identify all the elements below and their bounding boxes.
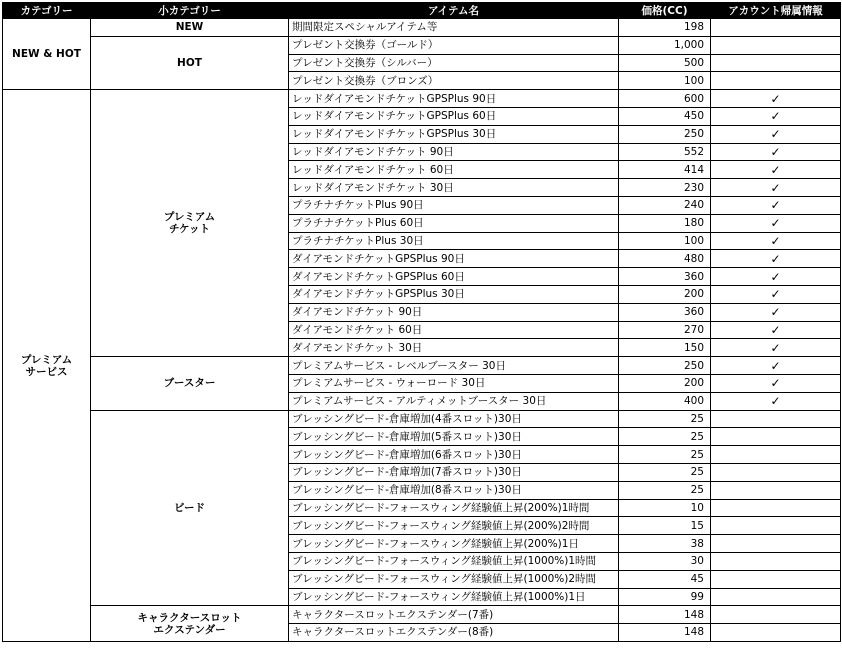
price-cell: 600	[619, 90, 711, 108]
price-cell: 25	[619, 428, 711, 446]
price-cell: 400	[619, 392, 711, 410]
price-cell: 25	[619, 446, 711, 464]
subcategory-cell: ビード	[91, 410, 289, 606]
account-binding-cell	[711, 125, 841, 143]
subcategory-cell: ブースター	[91, 357, 289, 410]
price-cell: 250	[619, 357, 711, 375]
account-binding-cell	[711, 624, 841, 642]
item-name-cell: ダイアモンドチケット 90日	[289, 303, 619, 321]
price-cell: 200	[619, 285, 711, 303]
price-cell: 250	[619, 125, 711, 143]
check-icon: ✓	[770, 127, 781, 142]
account-binding-cell	[711, 19, 841, 37]
account-binding-cell	[711, 90, 841, 108]
account-binding-cell	[711, 499, 841, 517]
item-name-cell: プラチナチケットPlus 60日	[289, 214, 619, 232]
account-binding-cell	[711, 446, 841, 464]
price-cell: 15	[619, 517, 711, 535]
check-icon: ✓	[770, 233, 781, 248]
item-name-cell: レッドダイアモンドチケットGPSPlus 60日	[289, 107, 619, 125]
account-binding-cell	[711, 339, 841, 357]
subcategory-cell: プレミアム チケット	[91, 90, 289, 357]
header-row	[3, 3, 841, 19]
account-binding-cell	[711, 250, 841, 268]
price-cell: 198	[619, 19, 711, 37]
account-binding-cell	[711, 357, 841, 375]
account-binding-cell	[711, 374, 841, 392]
account-binding-cell	[711, 535, 841, 553]
item-name-cell: プレゼント交換券（シルバー）	[289, 54, 619, 72]
price-table	[2, 2, 841, 642]
price-cell: 150	[619, 339, 711, 357]
account-binding-cell	[711, 268, 841, 286]
item-name-cell: プレゼント交換券（ゴールド）	[289, 36, 619, 54]
header-subcategory: 小カテゴリー	[91, 3, 289, 19]
price-cell: 480	[619, 250, 711, 268]
account-binding-cell	[711, 54, 841, 72]
check-icon: ✓	[770, 251, 781, 266]
item-name-cell: ダイアモンドチケットGPSPlus 30日	[289, 285, 619, 303]
account-binding-cell	[711, 570, 841, 588]
header-category: カテゴリー	[3, 3, 91, 19]
price-cell: 450	[619, 107, 711, 125]
account-binding-cell	[711, 107, 841, 125]
account-binding-cell	[711, 552, 841, 570]
item-name-cell: ブレッシングビード-フォースウィング経験値上昇(1000%)1時間	[289, 552, 619, 570]
item-name-cell: ブレッシングビード-倉庫増加(7番スロット)30日	[289, 463, 619, 481]
price-cell: 1,000	[619, 36, 711, 54]
item-name-cell: レッドダイアモンドチケット 60日	[289, 161, 619, 179]
account-binding-cell	[711, 196, 841, 214]
item-name-cell: 期間限定スペシャルアイテム等	[289, 19, 619, 37]
check-icon: ✓	[770, 198, 781, 213]
price-cell: 148	[619, 624, 711, 642]
account-binding-cell	[711, 143, 841, 161]
category-cell: NEW & HOT	[3, 19, 91, 90]
price-cell: 45	[619, 570, 711, 588]
subcategory-cell: キャラクタースロット エクステンダー	[91, 606, 289, 642]
account-binding-cell	[711, 606, 841, 624]
table-row	[3, 410, 841, 428]
price-cell: 30	[619, 552, 711, 570]
account-binding-cell	[711, 72, 841, 90]
item-name-cell: レッドダイアモンドチケット 30日	[289, 179, 619, 197]
account-binding-cell	[711, 214, 841, 232]
account-binding-cell	[711, 36, 841, 54]
check-icon: ✓	[770, 394, 781, 409]
header-account-binding: アカウント帰属情報	[711, 3, 841, 19]
item-name-cell: プレミアムサービス - ウォーロード 30日	[289, 374, 619, 392]
price-cell: 25	[619, 410, 711, 428]
check-icon: ✓	[770, 162, 781, 177]
price-cell: 180	[619, 214, 711, 232]
account-binding-cell	[711, 285, 841, 303]
check-icon: ✓	[770, 109, 781, 124]
item-name-cell: ブレッシングビード-フォースウィング経験値上昇(200%)1日	[289, 535, 619, 553]
price-cell: 25	[619, 463, 711, 481]
account-binding-cell	[711, 232, 841, 250]
check-icon: ✓	[770, 376, 781, 391]
check-icon: ✓	[770, 216, 781, 231]
price-cell: 25	[619, 481, 711, 499]
check-icon: ✓	[770, 91, 781, 106]
item-name-cell: レッドダイアモンドチケット 90日	[289, 143, 619, 161]
table-row	[3, 357, 841, 375]
item-name-cell: ブレッシングビード-フォースウィング経験値上昇(1000%)1日	[289, 588, 619, 606]
check-icon: ✓	[770, 340, 781, 355]
header-price: 価格(CC)	[619, 3, 711, 19]
price-cell: 360	[619, 268, 711, 286]
item-name-cell: キャラクタースロットエクステンダー(7番)	[289, 606, 619, 624]
account-binding-cell	[711, 463, 841, 481]
table-body	[3, 19, 841, 642]
table-row	[3, 36, 841, 54]
price-cell: 230	[619, 179, 711, 197]
item-name-cell: プラチナチケットPlus 90日	[289, 196, 619, 214]
item-name-cell: レッドダイアモンドチケットGPSPlus 30日	[289, 125, 619, 143]
item-name-cell: ブレッシングビード-倉庫増加(8番スロット)30日	[289, 481, 619, 499]
item-name-cell: ブレッシングビード-フォースウィング経験値上昇(1000%)2時間	[289, 570, 619, 588]
check-icon: ✓	[770, 322, 781, 337]
item-name-cell: プレゼント交換券（ブロンズ）	[289, 72, 619, 90]
item-name-cell: ダイアモンドチケット 60日	[289, 321, 619, 339]
price-cell: 414	[619, 161, 711, 179]
check-icon: ✓	[770, 180, 781, 195]
item-name-cell: ブレッシングビード-フォースウィング経験値上昇(200%)1時間	[289, 499, 619, 517]
category-cell: プレミアム サービス	[3, 90, 91, 642]
item-name-cell: ブレッシングビード-フォースウィング経験値上昇(200%)2時間	[289, 517, 619, 535]
item-name-cell: ブレッシングビード-倉庫増加(5番スロット)30日	[289, 428, 619, 446]
price-cell: 270	[619, 321, 711, 339]
account-binding-cell	[711, 481, 841, 499]
item-name-cell: ダイアモンドチケットGPSPlus 60日	[289, 268, 619, 286]
check-icon: ✓	[770, 287, 781, 302]
price-cell: 10	[619, 499, 711, 517]
item-name-cell: キャラクタースロットエクステンダー(8番)	[289, 624, 619, 642]
check-icon: ✓	[770, 144, 781, 159]
header-item-name: アイテム名	[289, 3, 619, 19]
account-binding-cell	[711, 410, 841, 428]
item-name-cell: ブレッシングビード-倉庫増加(6番スロット)30日	[289, 446, 619, 464]
subcategory-cell: NEW	[91, 19, 289, 37]
table-row	[3, 606, 841, 624]
price-cell: 38	[619, 535, 711, 553]
price-cell: 360	[619, 303, 711, 321]
subcategory-cell: HOT	[91, 36, 289, 89]
check-icon: ✓	[770, 269, 781, 284]
price-cell: 500	[619, 54, 711, 72]
item-name-cell: レッドダイアモンドチケットGPSPlus 90日	[289, 90, 619, 108]
price-cell: 99	[619, 588, 711, 606]
account-binding-cell	[711, 517, 841, 535]
price-cell: 100	[619, 72, 711, 90]
item-name-cell: ブレッシングビード-倉庫増加(4番スロット)30日	[289, 410, 619, 428]
item-name-cell: プレミアムサービス - アルティメットブースター 30日	[289, 392, 619, 410]
item-name-cell: プレミアムサービス - レベルブースター 30日	[289, 357, 619, 375]
table-row	[3, 19, 841, 37]
price-cell: 200	[619, 374, 711, 392]
account-binding-cell	[711, 428, 841, 446]
account-binding-cell	[711, 588, 841, 606]
item-name-cell: ダイアモンドチケットGPSPlus 90日	[289, 250, 619, 268]
price-cell: 100	[619, 232, 711, 250]
price-cell: 240	[619, 196, 711, 214]
check-icon: ✓	[770, 305, 781, 320]
account-binding-cell	[711, 179, 841, 197]
table-row	[3, 90, 841, 108]
item-name-cell: ダイアモンドチケット 30日	[289, 339, 619, 357]
account-binding-cell	[711, 161, 841, 179]
account-binding-cell	[711, 321, 841, 339]
price-cell: 148	[619, 606, 711, 624]
account-binding-cell	[711, 392, 841, 410]
item-name-cell: プラチナチケットPlus 30日	[289, 232, 619, 250]
account-binding-cell	[711, 303, 841, 321]
check-icon: ✓	[770, 358, 781, 373]
price-cell: 552	[619, 143, 711, 161]
